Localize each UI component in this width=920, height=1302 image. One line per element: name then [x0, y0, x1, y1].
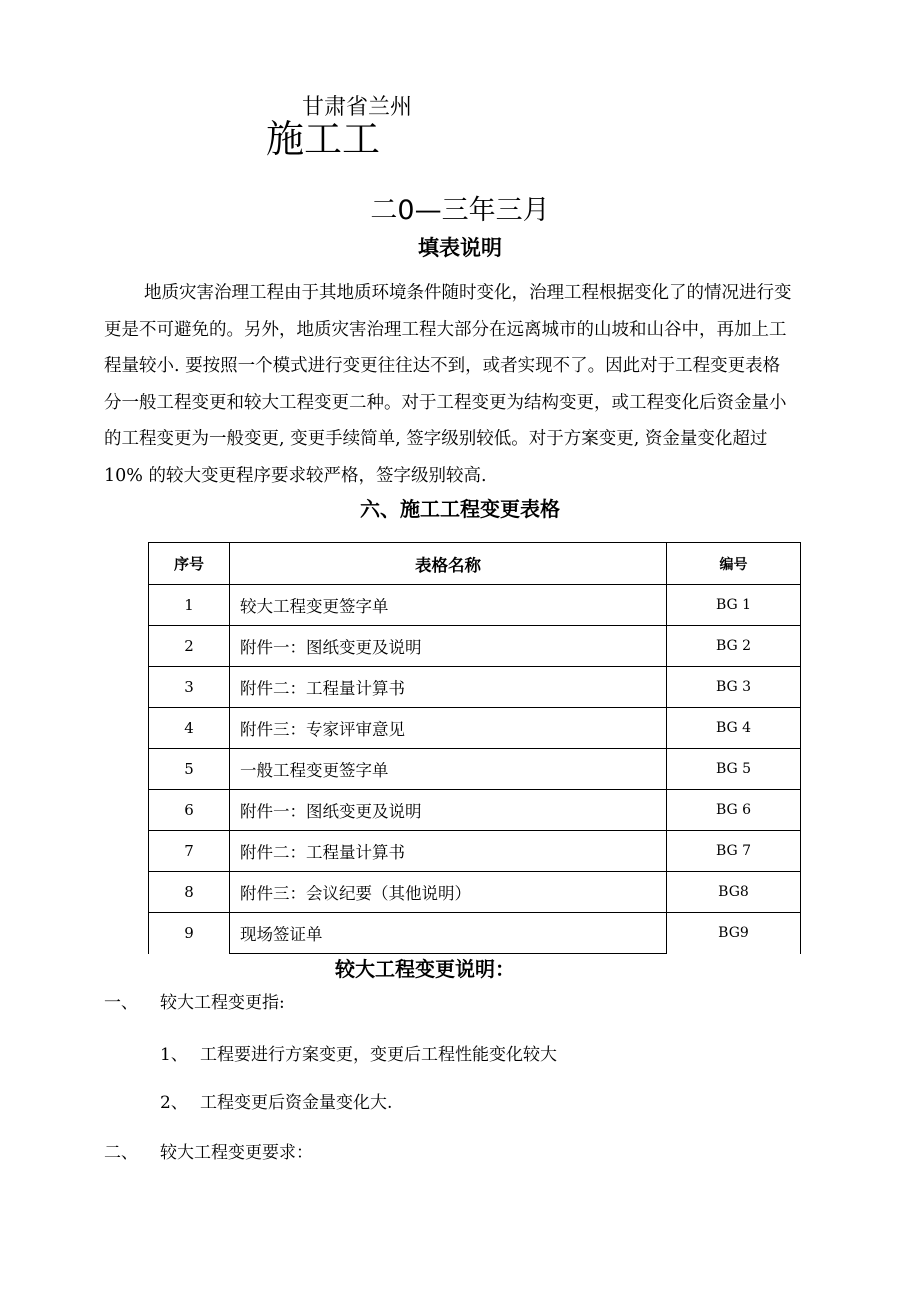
list-number: 二、 [104, 1143, 138, 1163]
instructions-paragraph [104, 275, 832, 494]
paragraph-line: 10% 的较大变更程序要求较严格，签字级别较高. [104, 465, 487, 486]
list-item: 较大工程变更要求： [160, 1143, 313, 1163]
table-row [149, 790, 801, 831]
paragraph-line: 地质灾害治理工程由于其地质环境条件随时变化，治理工程根据变化了的情况进行变 [144, 283, 792, 303]
header-no: 序号 [149, 543, 230, 585]
list-number: 2、 [160, 1093, 188, 1113]
instructions-title: 填表说明 [418, 236, 502, 260]
row-no: 5 [149, 749, 230, 790]
row-code: BG8 [667, 872, 801, 913]
row-code: BG 4 [667, 708, 801, 749]
table-row [149, 913, 801, 954]
table-row [149, 626, 801, 667]
table-row [149, 872, 801, 913]
paragraph-line: 程量较小. 要按照一个模式进行变更往往达不到，或者实现不了。因此对于工程变更表格 [104, 356, 781, 376]
row-no: 3 [149, 667, 230, 708]
list-number: 1、 [160, 1045, 188, 1065]
header-code: 编号 [667, 543, 801, 585]
row-no: 7 [149, 831, 230, 872]
row-no: 9 [149, 913, 230, 954]
row-code: BG9 [667, 913, 801, 954]
row-no: 2 [149, 626, 230, 667]
row-name: 较大工程变更签字单 [230, 585, 667, 626]
list-item: 工程变更后资金量变化大. [200, 1093, 393, 1113]
table-row [149, 667, 801, 708]
table-row [149, 585, 801, 626]
row-name: 现场签证单 [230, 913, 667, 954]
row-no: 4 [149, 708, 230, 749]
section-six-title: 六、施工工程变更表格 [360, 497, 560, 521]
row-no: 8 [149, 872, 230, 913]
row-name: 附件二：工程量计算书 [230, 667, 667, 708]
table-header-row [149, 543, 801, 585]
table-row [149, 831, 801, 872]
row-name: 附件一：图纸变更及说明 [230, 626, 667, 667]
row-name: 附件一：图纸变更及说明 [230, 790, 667, 831]
row-name: 附件三：会议纪要（其他说明） [230, 872, 667, 913]
cover-province: 甘肃省兰州 [302, 95, 413, 120]
row-code: BG 7 [667, 831, 801, 872]
table-row [149, 708, 801, 749]
cover-construction-title: 施工工 [266, 117, 381, 161]
list-number: 一、 [104, 993, 138, 1013]
row-name: 附件三：专家评审意见 [230, 708, 667, 749]
row-code: BG 6 [667, 790, 801, 831]
row-no: 1 [149, 585, 230, 626]
list-item: 工程要进行方案变更，变更后工程性能变化较大 [200, 1045, 557, 1065]
row-code: BG 3 [667, 667, 801, 708]
row-code: BG 1 [667, 585, 801, 626]
list-item: 较大工程变更指: [160, 993, 285, 1013]
row-name: 附件二：工程量计算书 [230, 831, 667, 872]
paragraph-line: 的工程变更为一般变更, 变更手续简单, 签字级别较低。对于方案变更, 资金量变化超过 [104, 429, 768, 449]
major-change-title: 较大工程变更说明： [335, 957, 515, 981]
table-row [149, 749, 801, 790]
cover-date: 二0—三年三月 [370, 195, 550, 226]
forms-table [148, 542, 801, 954]
row-code: BG 2 [667, 626, 801, 667]
row-code: BG 5 [667, 749, 801, 790]
row-name: 一般工程变更签字单 [230, 749, 667, 790]
header-name: 表格名称 [230, 543, 667, 585]
row-no: 6 [149, 790, 230, 831]
paragraph-line: 更是不可避免的。另外，地质灾害治理工程大部分在远离城市的山坡和山谷中，再加上工 [104, 319, 787, 340]
paragraph-line: 分一般工程变更和较大工程变更二种。对于工程变更为结构变更，或工程变化后资金量小 [104, 392, 787, 413]
